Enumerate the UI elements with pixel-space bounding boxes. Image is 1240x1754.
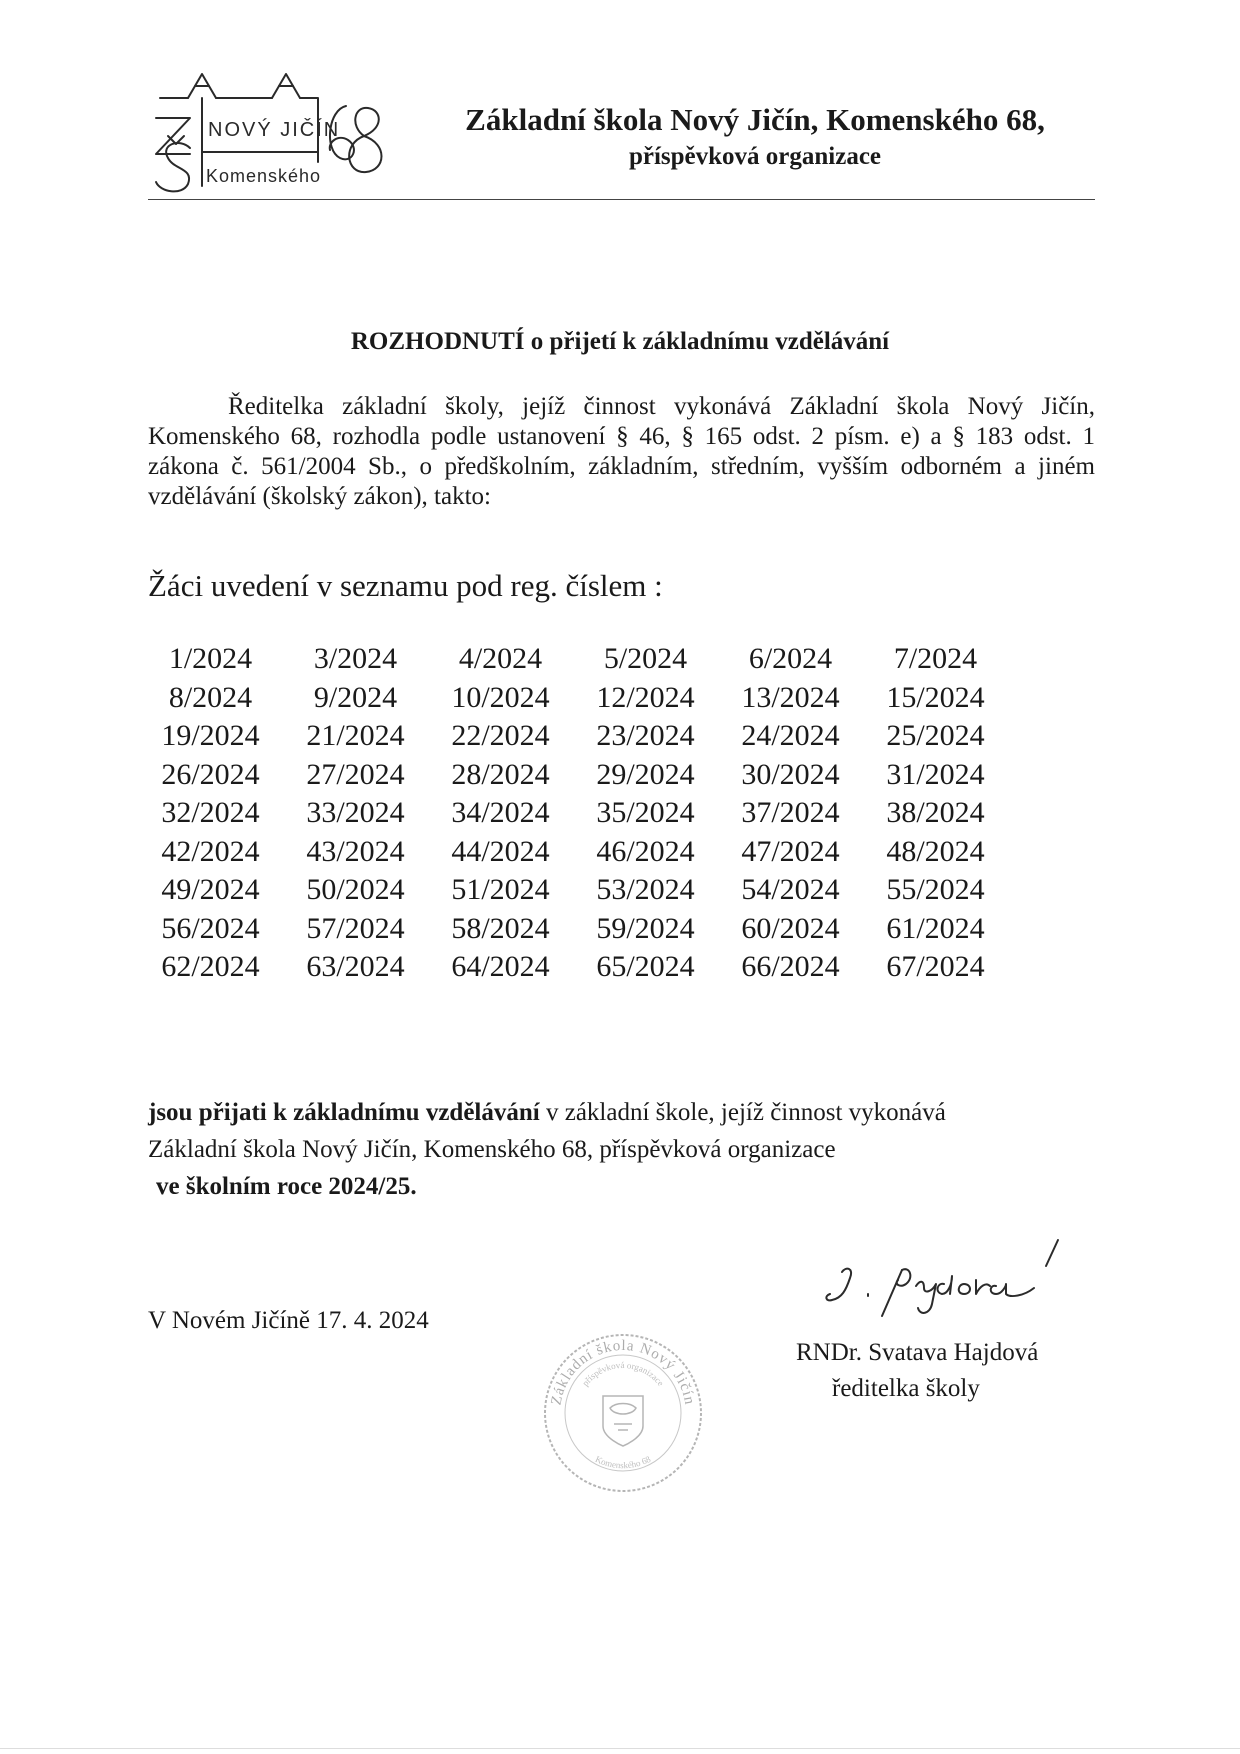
- registration-number: 24/2024: [741, 719, 840, 752]
- registration-number-grid: [138, 640, 1008, 987]
- intro-paragraph: [148, 392, 1095, 512]
- registration-number: 34/2024: [451, 796, 550, 829]
- registration-number: 66/2024: [741, 950, 840, 983]
- registration-number: 57/2024: [306, 911, 405, 945]
- school-name: Základní škola Nový Jičín, Komenského 68,: [465, 102, 1045, 137]
- registration-number: 55/2024: [886, 873, 985, 906]
- registration-number: 33/2024: [306, 796, 405, 829]
- registration-number: 8/2024: [168, 680, 253, 714]
- registration-number: 26/2024: [161, 757, 260, 791]
- decision-bold-text: jsou přijati k základnímu vzdělávání: [148, 1099, 540, 1126]
- registration-number: 32/2024: [161, 796, 260, 829]
- registration-number: 38/2024: [886, 796, 985, 829]
- registration-number: 22/2024: [451, 719, 550, 752]
- registration-number: 61/2024: [886, 911, 985, 945]
- registration-number: 58/2024: [451, 911, 550, 945]
- official-stamp: [540, 1330, 706, 1496]
- registration-number: 59/2024: [596, 911, 695, 945]
- registration-number: 51/2024: [451, 873, 550, 906]
- registration-number: 10/2024: [451, 680, 550, 714]
- school-year-text: ve školním roce 2024/25.: [156, 1173, 417, 1200]
- registration-number: 23/2024: [596, 719, 695, 752]
- registration-number: 19/2024: [161, 719, 260, 752]
- signer-role: ředitelka školy: [832, 1375, 980, 1402]
- registration-number: 12/2024: [596, 680, 695, 714]
- svg-text:příspěvková organizace: [580, 1360, 666, 1388]
- registration-number: 44/2024: [451, 834, 550, 868]
- registration-number: 67/2024: [886, 950, 985, 983]
- registration-number: 49/2024: [161, 873, 260, 906]
- registration-number: 64/2024: [451, 950, 550, 983]
- registration-number: 9/2024: [313, 680, 398, 714]
- intro-text: Ředitelka základní školy, jejíž činnost vykonává Základní škola Nový Jičín, Komenského 68, rozhodla podle ustanovení § 46, § 165 odst. 2 písm. e) a § 183 odst. 1 zákona č. 561/2004 Sb., o předškolním, základním, středním, vyšším odborném a jiném vzdělávání (školský zákon), takto:: [148, 393, 1095, 510]
- registration-number: 48/2024: [886, 834, 985, 868]
- registration-number: 29/2024: [596, 757, 695, 791]
- registration-number: 35/2024: [596, 796, 695, 829]
- place-and-date: V Novém Jičíně 17. 4. 2024: [148, 1307, 429, 1334]
- handwritten-signature: [820, 1236, 1080, 1336]
- registration-number: 53/2024: [596, 873, 695, 906]
- registration-number: 42/2024: [161, 834, 260, 868]
- registration-number: 30/2024: [741, 757, 840, 791]
- registration-number: 43/2024: [306, 834, 405, 868]
- registration-number: 25/2024: [886, 719, 985, 752]
- registration-number: 31/2024: [886, 757, 985, 791]
- school-logo: [150, 66, 422, 198]
- registration-number: 6/2024: [748, 642, 833, 675]
- registration-number: 60/2024: [741, 911, 840, 945]
- registration-number: 27/2024: [306, 757, 405, 791]
- coat-of-arms-icon: [603, 1396, 643, 1446]
- registration-number: 56/2024: [161, 911, 260, 945]
- decision-paragraph: [148, 1094, 1108, 1205]
- registration-number: 37/2024: [741, 796, 840, 829]
- header-divider: [148, 199, 1095, 200]
- registration-number: 62/2024: [161, 950, 260, 983]
- registration-number: 5/2024: [603, 642, 688, 675]
- registration-number: 7/2024: [893, 642, 978, 675]
- stamp-inner-text: příspěvková organizace: [580, 1359, 666, 1388]
- decision-text-1: v základní škole, jejíž činnost vykonává: [539, 1099, 946, 1126]
- registration-number: 28/2024: [451, 757, 550, 791]
- stamp-outer-text: Základní škola Nový Jičín: [548, 1337, 698, 1407]
- registration-number: 15/2024: [886, 680, 985, 714]
- registration-number: 13/2024: [741, 680, 840, 714]
- logo-text-1: NOVÝ JIČÍN: [208, 119, 341, 141]
- registration-number: 54/2024: [741, 873, 840, 906]
- signer-name: RNDr. Svatava Hajdová: [796, 1339, 1039, 1366]
- registration-number: 47/2024: [741, 834, 840, 868]
- registration-number: 63/2024: [306, 950, 405, 983]
- registration-number: 65/2024: [596, 950, 695, 983]
- registration-number: 50/2024: [306, 873, 405, 906]
- registration-number: 21/2024: [306, 719, 405, 752]
- decision-text-2: Základní škola Nový Jičín, Komenského 68, příspěvková organizace: [148, 1136, 836, 1163]
- page-edge: [0, 1748, 1240, 1749]
- registration-number: 1/2024: [168, 642, 253, 675]
- school-subtitle: příspěvková organizace: [628, 143, 882, 170]
- registration-number: 3/2024: [313, 642, 398, 675]
- students-heading: Žáci uvedení v seznamu pod reg. číslem :: [148, 568, 663, 603]
- logo-text-2: Komenského: [206, 166, 322, 186]
- registration-number: 4/2024: [458, 642, 543, 675]
- stamp-bottom-text: Komenského 68: [593, 1453, 653, 1471]
- registration-number: 46/2024: [596, 834, 695, 868]
- document-title: ROZHODNUTÍ o přijetí k základnímu vzdělávání: [350, 328, 890, 355]
